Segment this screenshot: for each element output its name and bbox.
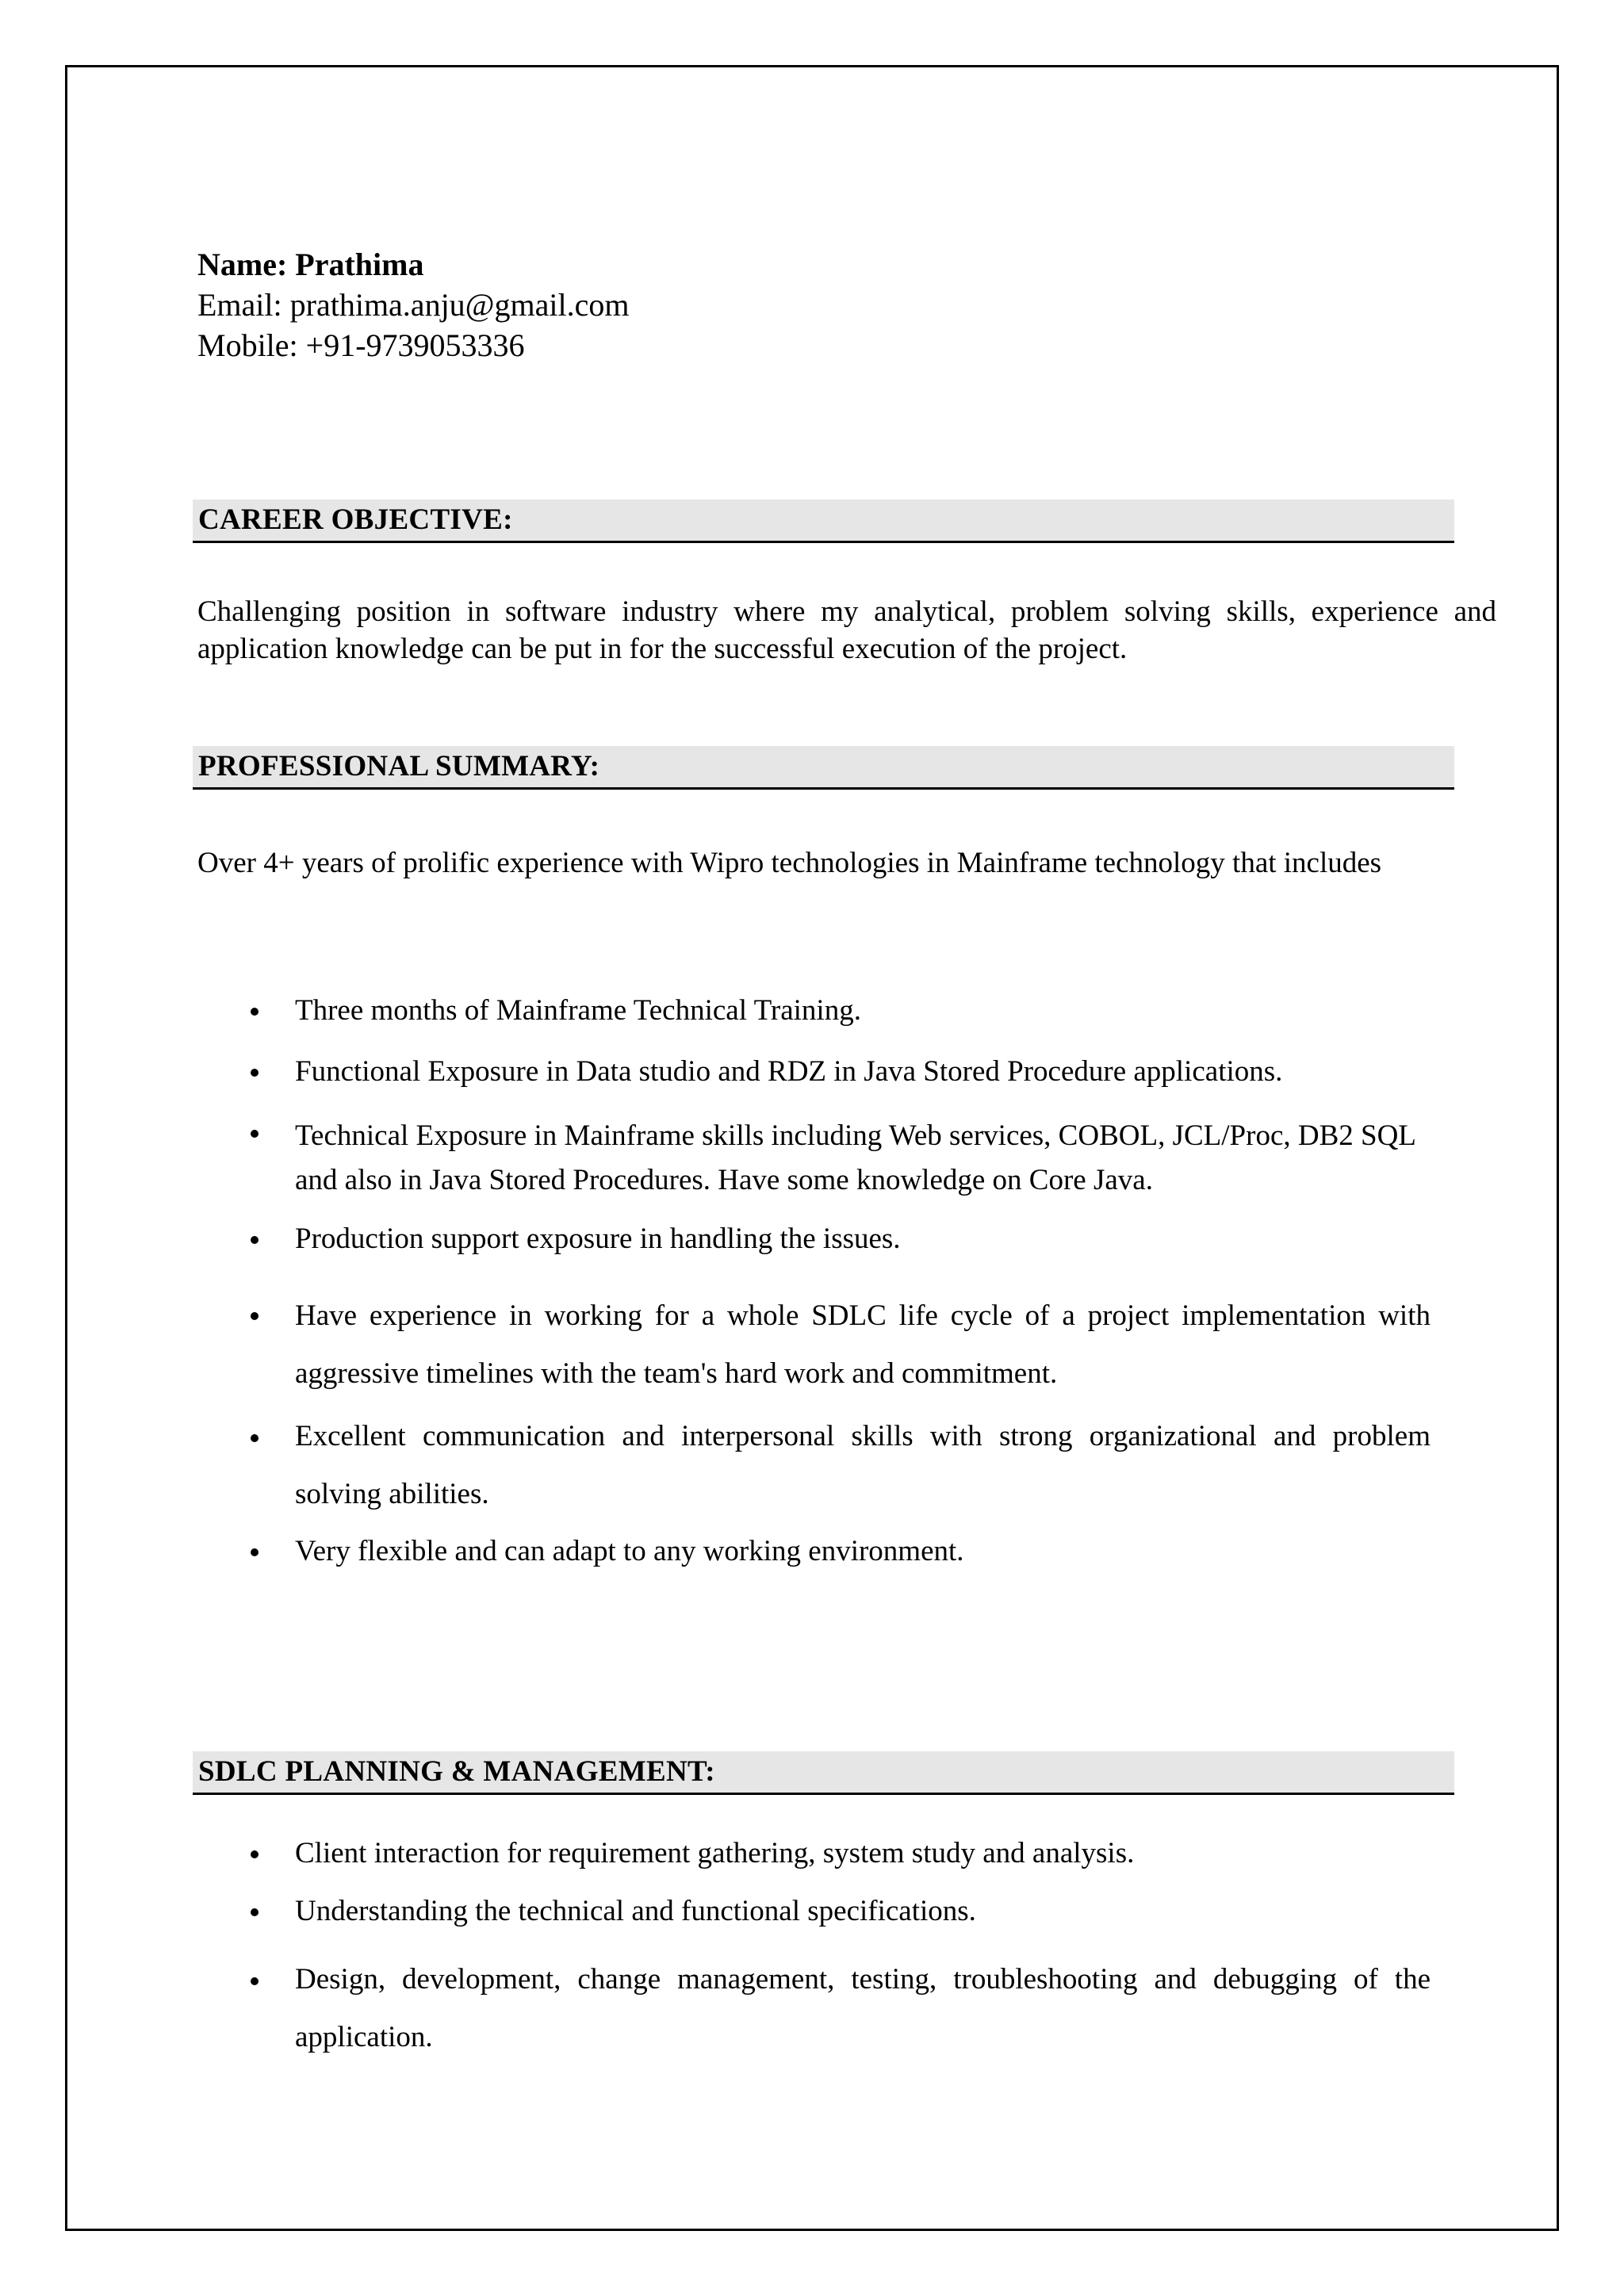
professional-summary-heading: PROFESSIONAL SUMMARY: [193, 746, 1454, 790]
bullet-icon [251, 1312, 259, 1320]
bullet-icon [251, 1008, 259, 1016]
career-objective-text: Challenging position in software industry where my analytical, problem solving skills, experience and application knowledge can be put in for the successful execution of the project. [197, 595, 1496, 665]
bullet-icon [251, 1236, 259, 1244]
bullet-icon [251, 1069, 259, 1077]
bullet-icon [251, 1850, 259, 1858]
professional-summary-intro: Over 4+ years of prolific experience with Wipro technologies in Mainframe technology that includes [197, 847, 1382, 879]
bullet-icon [251, 1130, 259, 1138]
bullet-icon [251, 1434, 259, 1442]
candidate-mobile: Mobile: +91-9739053336 [197, 327, 525, 363]
bullet-icon [251, 1548, 259, 1556]
candidate-name: Name: Prathima [197, 247, 424, 282]
candidate-email: Email: prathima.anju@gmail.com [197, 287, 630, 323]
bullet-icon [251, 1908, 259, 1916]
contact-block [197, 244, 629, 365]
career-objective-heading: CAREER OBJECTIVE: [193, 499, 1454, 543]
sdlc-heading: SDLC PLANNING & MANAGEMENT: [193, 1751, 1454, 1795]
bullet-icon [251, 1977, 259, 1985]
